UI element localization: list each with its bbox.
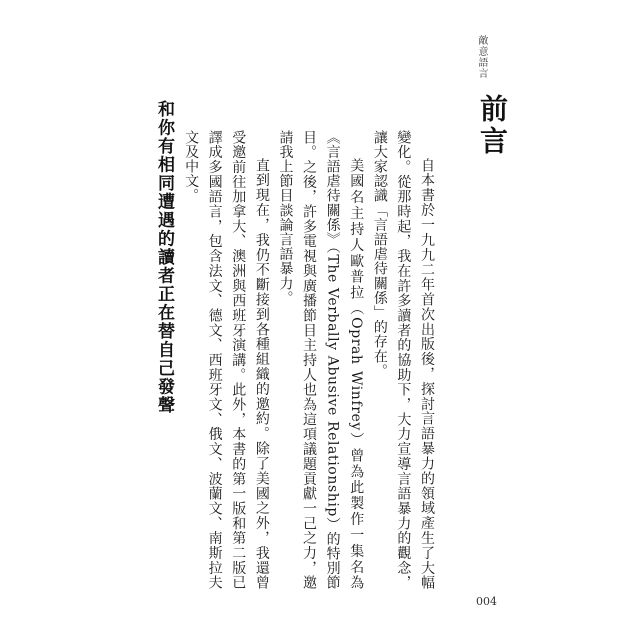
paragraph: 自本書於一九九二年首次出版後，探討言語暴力的領域產生了大幅變化。從那時起，我在許多讀者的協助下，大力宣導言語暴力的觀念，讓大家認識「言語虐待關係」的存在。 — [371, 130, 435, 590]
paragraph: 直到現在，我仍不斷接到各種組織的邀約。除了美國之外，我還曾受邀前往加拿大、澳洲與西班牙演講。此外，本書的第一版和第二版已譯成多國語言，包含法文、德文、西班牙文、俄文、波蘭文、南斯拉夫文及中文。 — [183, 130, 270, 590]
body-text — [183, 130, 438, 590]
paragraph: 美國名主持人歐普拉（Oprah Winfrey）曾為此製作一集名為《言語虐待關係》（The Verbally Abusive Relationship）的特別節目。之後，許多電視與廣播節目主持人也為這項議題貢獻一己之力，邀請我上節目談論言語暴力。 — [277, 130, 365, 590]
running-header: 敵意語言 — [476, 35, 487, 79]
page-number: 004 — [476, 595, 497, 608]
chapter-title: 前言 — [476, 94, 509, 158]
section-heading: 和你有相同遭遇的讀者正在替自己發聲 — [154, 100, 174, 415]
